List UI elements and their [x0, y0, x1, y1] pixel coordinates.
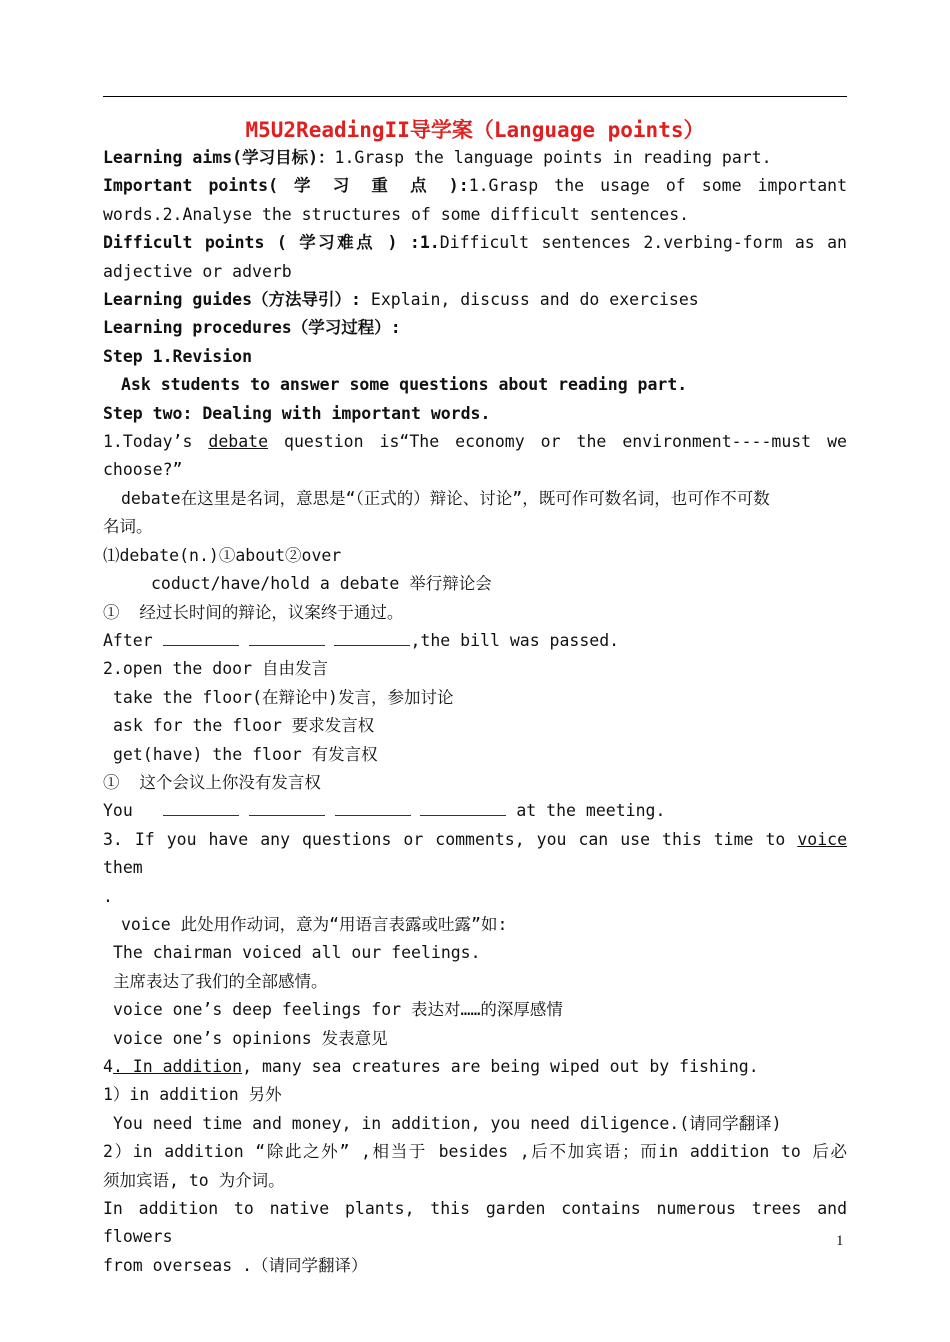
item2-line3: ask for the floor 要求发言权 — [113, 716, 375, 736]
item3-note: voice 此处用作动词，意为“用语言表露或吐露”如: — [121, 914, 508, 934]
item3-keyword: voice — [797, 829, 847, 849]
document-body — [103, 116, 847, 1280]
item2-exercise-cn: ① 这个会议上你没有发言权 — [103, 772, 321, 792]
item4-sub2-example2: from overseas .（请同学翻译） — [103, 1255, 368, 1275]
item4-rest: , many sea creatures are being wiped out by fishing. — [242, 1057, 759, 1076]
answer-blank[interactable] — [334, 631, 410, 646]
important-text-1: 1.Grasp the usage of some important — [468, 176, 847, 196]
answer-blank[interactable] — [249, 631, 325, 646]
item2-line1: 2.open the door 自由发言 — [103, 659, 328, 679]
item1-note2: 名词。 — [103, 517, 153, 537]
item1-exercise-cn: ① 经过长时间的辩论，议案终于通过。 — [103, 602, 404, 622]
learning-procedures: Learning procedures（学习过程）: — [103, 318, 401, 338]
item4-keyword: . In addition — [112, 1057, 243, 1076]
item4-line1 — [103, 1053, 847, 1081]
item2-exercise-suffix: at the meeting. — [506, 801, 666, 821]
item1-exercise-suffix: ,the bill was passed. — [410, 630, 620, 650]
item4-sub1-example: You need time and money, in addition, you need diligence.(请同学翻译) — [113, 1113, 782, 1133]
item4-sub1: 1）in addition 另外 — [103, 1085, 282, 1105]
step2-heading: Step two: Dealing with important words. — [103, 403, 491, 423]
answer-blank[interactable] — [163, 801, 239, 816]
item3-example-cn: 主席表达了我们的全部感情。 — [113, 971, 328, 991]
important-points-line2: words.2.Analyse the structures of some difficult sentences. — [103, 204, 690, 224]
item4-sub2-line1: 2）in addition “除此之外” ,相当于 besides ,后不加宾语；而in addition to 后必 — [103, 1142, 847, 1162]
step1-text: Ask students to answer some questions about reading part. — [121, 375, 688, 395]
difficult-text-1: Difficult sentences 2.verbing-form as an — [439, 233, 847, 253]
item2-line4: get(have) the floor 有发言权 — [113, 744, 378, 764]
item3-prefix: 3. If you have any questions or comments, you can use this time to — [103, 829, 798, 849]
item1-keyword: debate — [208, 432, 269, 452]
item1-prefix: 1.Today’s — [103, 432, 209, 452]
header-rule — [103, 96, 847, 97]
item2-exercise-prefix: You — [103, 801, 133, 821]
item2-line2: take the floor(在辩论中)发言，参加讨论 — [113, 687, 454, 707]
item1-exercise — [103, 627, 847, 655]
item3-rest: them — [103, 858, 143, 878]
item3-phrase1: voice one’s deep feelings for 表达对……的深厚感情 — [113, 1000, 563, 1020]
item3-example-en: The chairman voiced all our feelings. — [113, 943, 481, 963]
important-label: Important points( 学 习 重 点 ): — [103, 176, 469, 196]
item3-line2: . — [103, 886, 113, 906]
answer-blank[interactable] — [249, 801, 325, 816]
step1-heading: Step 1.Revision — [103, 346, 253, 366]
item3-line1 — [103, 826, 847, 883]
item3-phrase2: voice one’s opinions 发表意见 — [113, 1028, 388, 1048]
important-points-line1 — [103, 172, 847, 200]
item1-line1 — [103, 428, 847, 456]
guides-text: Explain, discuss and do exercises — [360, 290, 699, 310]
item1-note1: debate在这里是名词，意思是“（正式的）辩论、讨论”，既可作可数名词，也可作不可数 — [121, 488, 770, 508]
learning-guides — [103, 286, 847, 314]
answer-blank[interactable] — [335, 801, 411, 816]
item4-sub2-line2: 须加宾语, to 为介词。 — [103, 1170, 285, 1190]
item1-line2: choose?” — [103, 460, 183, 480]
page-number: 1 — [836, 1233, 844, 1249]
difficult-points-line1 — [103, 229, 847, 257]
difficult-label: Difficult points ( 学习难点 ) :1. — [103, 233, 440, 253]
item4-prefix: 4 — [103, 1057, 113, 1076]
item1-sub1: ⑴debate(n.)①about②over — [103, 545, 342, 565]
item1-exercise-prefix: After — [103, 630, 153, 650]
item1-sub2: coduct/have/hold a debate 举行辩论会 — [151, 574, 492, 594]
item4-sub2-example1: In addition to native plants, this garden contains numerous trees and flowers — [103, 1199, 847, 1247]
page-title: M5U2ReadingII导学案（Language points） — [245, 118, 705, 142]
item1-rest: question is“The economy or the environment----must we — [268, 432, 847, 452]
answer-blank[interactable] — [420, 801, 506, 816]
aims-label: Learning aims(学习目标)： — [103, 148, 335, 167]
aims-text: 1.Grasp the language points in reading part. — [334, 148, 772, 167]
item2-exercise — [103, 797, 847, 825]
answer-blank[interactable] — [163, 631, 239, 646]
difficult-points-line2: adjective or adverb — [103, 261, 292, 281]
guides-label: Learning guides（方法导引）: — [103, 290, 361, 310]
learning-aims — [103, 144, 847, 172]
